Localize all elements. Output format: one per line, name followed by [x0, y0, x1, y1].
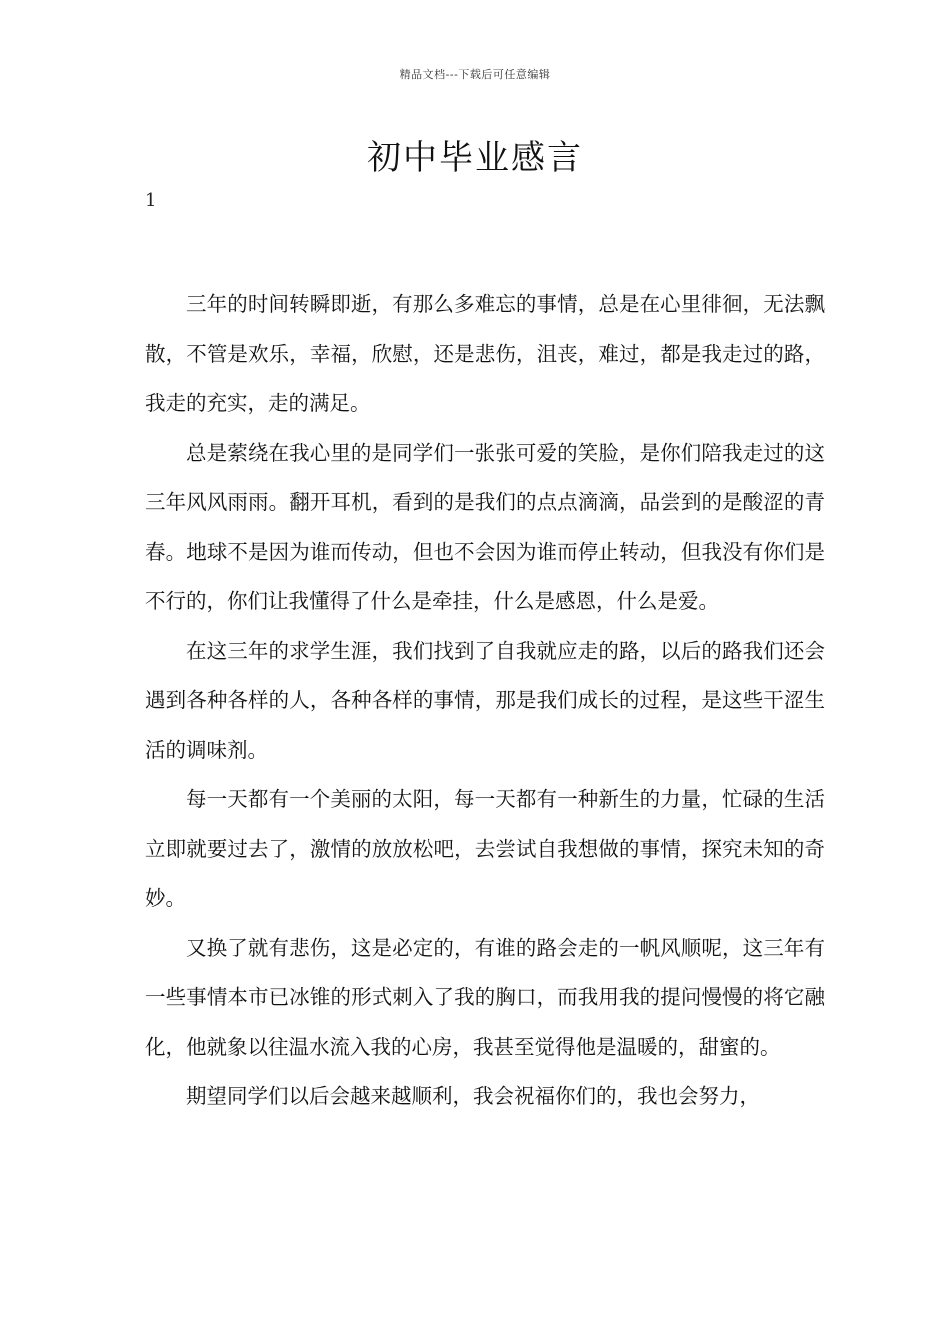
page-number: 1 — [145, 190, 157, 211]
paragraph: 在这三年的求学生涯，我们找到了自我就应走的路，以后的路我们还会遇到各种各样的人，各种各样的事情，那是我们成长的过程，是这些干涩生活的调味剂。 — [145, 638, 825, 762]
paragraph: 期望同学们以后会越来越顺利，我会祝福你们的，我也会努力， — [186, 1084, 760, 1108]
paragraph: 每一天都有一个美丽的太阳，每一天都有一种新生的力量，忙碌的生活立即就要过去了，激情的放放松吧，去尝试自我想做的事情，探究未知的奇妙。 — [145, 787, 825, 910]
body-text — [145, 280, 825, 1122]
paragraph: 又换了就有悲伤，这是必定的，有谁的路会走的一帆风顺呢，这三年有一些事情本市已冰锥的形式刺入了我的胸口，而我用我的提问慢慢的将它融化，他就象以往温水流入我的心房，我甚至觉得他是温暖的，甜蜜的。 — [145, 935, 825, 1059]
paragraph: 三年的时间转瞬即逝，有那么多难忘的事情，总是在心里徘徊，无法飘散，不管是欢乐，幸福，欣慰，还是悲伤，沮丧，难过，都是我走过的路，我走的充实，走的满足。 — [145, 292, 825, 415]
header-note: 精品文档---下载后可任意编辑 — [399, 68, 551, 81]
paragraph: 总是萦绕在我心里的是同学们一张张可爱的笑脸，是你们陪我走过的这三年风风雨雨。翻开耳机，看到的是我们的点点滴滴，品尝到的是酸涩的青春。地球不是因为谁而传动，但也不会因为谁而停止转动，但我没有你们是不行的，你们让我懂得了什么是牵挂，什么是感恩，什么是爱。 — [145, 440, 825, 613]
document-title: 初中毕业感言 — [367, 138, 583, 178]
